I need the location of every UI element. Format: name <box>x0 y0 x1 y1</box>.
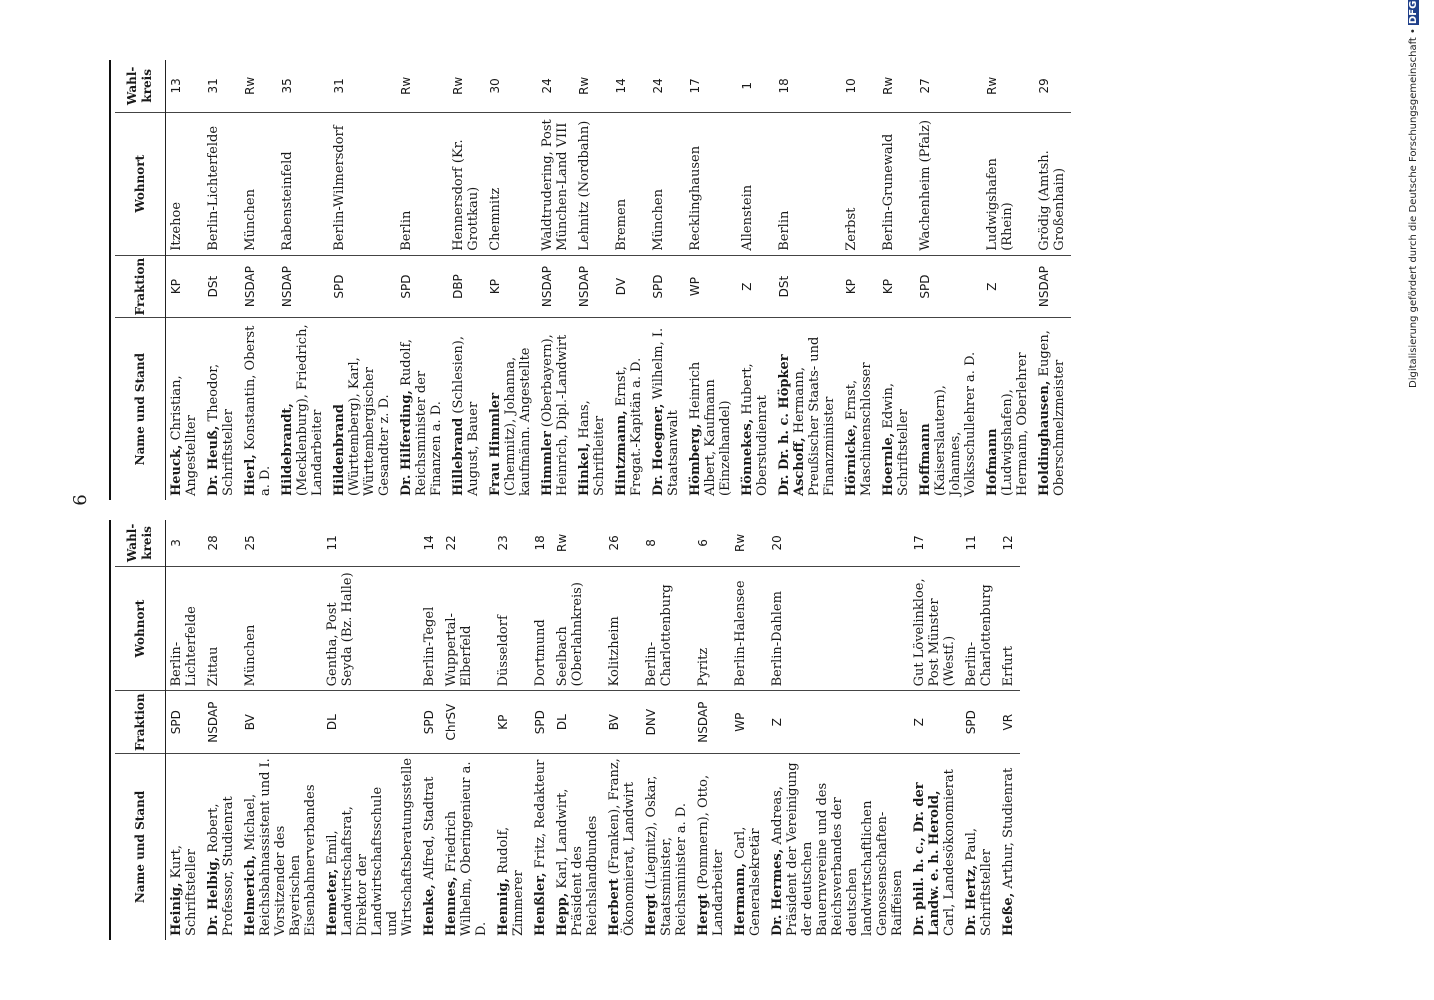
wahlkreis-cell: Rw <box>448 60 485 112</box>
member-surname: Helmerich, <box>243 854 258 936</box>
wahlkreis-cell: 17 <box>909 520 961 566</box>
member-surname: Heuck, <box>169 444 184 496</box>
member-surname: Hergt <box>644 893 659 936</box>
fraktion-cell: KP <box>841 255 878 318</box>
table-row <box>998 520 1020 940</box>
member-name-cell <box>203 318 240 500</box>
table-row <box>166 60 204 500</box>
wahlkreis-cell: 11 <box>961 520 998 566</box>
member-name-cell <box>998 753 1020 940</box>
member-name-cell <box>552 753 604 940</box>
member-name-cell <box>166 318 204 500</box>
wahlkreis-cell: Rw <box>240 60 277 112</box>
wahlkreis-cell: Rw <box>552 520 604 566</box>
wohnort-cell: Recklinghausen <box>685 112 737 255</box>
member-name-cell <box>841 318 878 500</box>
digitization-credit <box>1408 0 1430 388</box>
table-row <box>441 520 493 940</box>
member-surname: Hemeter, <box>325 868 340 936</box>
fraktion-cell: ChrSV <box>441 691 493 754</box>
table-row <box>611 60 648 500</box>
fraktion-cell: Z <box>737 255 774 318</box>
member-surname: Hennes, <box>444 876 459 936</box>
fraktion-cell: KP <box>493 691 530 754</box>
fraktion-cell: DSt <box>774 255 841 318</box>
member-surname: Dr. Helbig, <box>206 856 221 936</box>
header-name: Name und Stand <box>115 318 166 500</box>
member-surname: Hömberg, <box>688 423 703 496</box>
member-name-cell <box>485 318 537 500</box>
member-name-cell <box>915 318 982 500</box>
member-surname: Hierl, <box>243 454 258 496</box>
left-register-column <box>115 520 1020 940</box>
member-surname: Hildebrandt, <box>280 403 295 496</box>
member-details: Rudolf, Reichsminister der Finanzen a. D. <box>399 338 444 496</box>
fraktion-cell: SPD <box>166 691 204 754</box>
member-surname: Hildenbrand <box>332 404 347 496</box>
fraktion-cell: KP <box>166 255 204 318</box>
wahlkreis-cell: 6 <box>693 520 730 566</box>
table-row <box>448 60 485 500</box>
member-name-cell <box>322 753 419 940</box>
member-surname: Heße, <box>1001 892 1016 936</box>
member-name-cell <box>493 753 530 940</box>
table-row <box>841 60 878 500</box>
member-surname: Holdinghausen, <box>1037 380 1052 496</box>
header-wohnort: Wohnort <box>115 566 166 691</box>
header-row <box>115 60 166 500</box>
wahlkreis-cell: 31 <box>203 60 240 112</box>
table-row <box>915 60 982 500</box>
wohnort-cell: Allenstein <box>737 112 774 255</box>
member-name-cell <box>878 318 915 500</box>
fraktion-cell: SPD <box>396 255 448 318</box>
wohnort-cell: Rabensteinfeld <box>277 112 329 255</box>
member-surname: Dr. Hermes, <box>770 848 785 936</box>
wahlkreis-cell: Rw <box>396 60 448 112</box>
table-row <box>485 60 537 500</box>
wohnort-cell: München <box>240 566 322 691</box>
wohnort-cell: Wachenheim (Pfalz) <box>915 112 982 255</box>
fraktion-cell: NSDAP <box>240 255 277 318</box>
fraktion-cell: Z <box>767 691 909 754</box>
wohnort-cell: Waldtrudering, Post München-Land VIII <box>537 112 574 255</box>
table-row <box>693 520 730 940</box>
member-surname: Dr. Heuß, <box>206 425 221 496</box>
member-details: (Pommern), Otto, Landarbeiter <box>696 774 726 936</box>
header-wohnort: Wohnort <box>115 112 166 255</box>
wohnort-cell: Zerbst <box>841 112 878 255</box>
member-details: Christian, Angestellter <box>169 375 199 496</box>
wohnort-cell: Zittau <box>203 566 240 691</box>
wohnort-cell: München <box>240 112 277 255</box>
member-details: Carl, Generalsekretär <box>733 826 763 936</box>
right-register-table <box>115 60 1071 500</box>
wahlkreis-cell: 20 <box>767 520 909 566</box>
member-name-cell <box>774 318 841 500</box>
wohnort-cell: Berlin-Grunewald <box>878 112 915 255</box>
wohnort-cell: Gentha, Post Seyda (Bz. Halle) <box>322 566 419 691</box>
wohnort-cell: Berlin <box>396 112 448 255</box>
member-details: (Württemberg), Karl, Württembergischer Gesandter z. D. <box>347 357 392 496</box>
member-name-cell <box>396 318 448 500</box>
wahlkreis-cell: 22 <box>441 520 493 566</box>
member-surname: Henke, <box>422 884 437 936</box>
fraktion-cell: SPD <box>419 691 441 754</box>
member-surname: Hennig, <box>496 877 511 936</box>
member-details: (Liegnitz), Oskar, Staatsminister, Reichsminister a. D. <box>644 775 689 936</box>
member-name-cell <box>203 753 240 940</box>
member-details: Michael, Reichsbahnassistent und I. Vorsitzender des Bayerischen Eisenbahnerverbandes <box>243 758 318 936</box>
fraktion-cell: SPD <box>961 691 998 754</box>
member-name-cell <box>961 753 998 940</box>
member-surname: Hillebrand <box>451 417 466 496</box>
member-surname: Hoffmann <box>918 423 933 496</box>
fraktion-cell: DL <box>552 691 604 754</box>
member-surname: Dr. Dr. h. c. Höpker Aschoff, <box>777 354 807 496</box>
table-row <box>277 60 329 500</box>
table-row <box>774 60 841 500</box>
fraktion-cell: NSDAP <box>537 255 574 318</box>
wahlkreis-cell: 31 <box>329 60 396 112</box>
wahlkreis-cell: 11 <box>322 520 419 566</box>
table-row <box>730 520 767 940</box>
wahlkreis-cell: 27 <box>915 60 982 112</box>
member-details: Konstantin, Oberst a. D. <box>243 325 273 496</box>
fraktion-cell: DNV <box>641 691 693 754</box>
table-row <box>961 520 998 940</box>
member-surname: Frau Himmler <box>488 392 503 496</box>
wohnort-cell: Itzehoe <box>166 112 204 255</box>
fraktion-cell: NSDAP <box>277 255 329 318</box>
page-number: 6 <box>70 494 91 506</box>
member-details: Fritz, Redakteur <box>533 759 548 873</box>
member-surname: Dr. Hilferding, <box>399 390 414 496</box>
fraktion-cell: BV <box>604 691 641 754</box>
table-row <box>493 520 530 940</box>
table-row <box>685 60 737 500</box>
fraktion-cell: DV <box>611 255 648 318</box>
member-name-cell <box>574 318 611 500</box>
member-details: (Ludwigshafen), Hermann, Oberlehrer <box>1000 352 1030 496</box>
member-surname: Henßler, <box>533 872 548 936</box>
member-surname: Heinig, <box>169 882 184 936</box>
member-name-cell <box>982 318 1034 500</box>
wohnort-cell: Gut Lövelinkloe, Post Münster (Westf.) <box>909 566 961 691</box>
fraktion-cell: Z <box>909 691 961 754</box>
table-row <box>322 520 419 940</box>
member-name-cell <box>730 753 767 940</box>
table-row <box>767 520 909 940</box>
right-register-column <box>115 60 1071 500</box>
fraktion-cell: SPD <box>329 255 396 318</box>
table-row <box>574 60 611 500</box>
table-row <box>240 60 277 500</box>
table-row <box>641 520 693 940</box>
member-surname: Hofmann <box>985 428 1000 496</box>
wahlkreis-cell: 24 <box>537 60 574 112</box>
right-table-body <box>166 60 1072 500</box>
table-row <box>240 520 322 940</box>
table-row <box>552 520 604 940</box>
table-row <box>329 60 396 500</box>
member-name-cell <box>448 318 485 500</box>
member-details: (Mecklenburg), Friedrich, Landarbeiter <box>295 324 325 496</box>
member-name-cell <box>1034 318 1071 500</box>
wohnort-cell: Berlin-Lichterfelde <box>203 112 240 255</box>
member-surname: Hoernle, <box>881 432 896 496</box>
table-row <box>604 520 641 940</box>
member-surname: Hergt <box>696 893 711 936</box>
wahlkreis-cell: 13 <box>166 60 204 112</box>
member-details: Friedrich Wilhelm, Oberingenieur a. D. <box>444 761 489 936</box>
member-details: Arthur, Studienrat <box>1001 767 1016 893</box>
wohnort-cell: Grödig (Amtsh. Großenhain) <box>1034 112 1071 255</box>
member-name-cell <box>240 753 322 940</box>
wohnort-cell: Berlin-Tegel <box>419 566 441 691</box>
member-surname: Hinkel, <box>577 442 592 496</box>
dfg-logo: DFG <box>1408 0 1419 24</box>
member-surname: Hörnicke, <box>844 424 859 496</box>
wahlkreis-cell: 10 <box>841 60 878 112</box>
wahlkreis-cell: 3 <box>166 520 204 566</box>
member-details: Carl, Landesökonomierat <box>942 769 957 936</box>
member-name-cell <box>641 753 693 940</box>
member-details: Edwin, Schriftsteller <box>881 383 911 496</box>
fraktion-cell: DBP <box>448 255 485 318</box>
table-row <box>648 60 685 500</box>
member-details: Wilhelm, I. Staatsanwalt <box>651 327 681 496</box>
fraktion-cell: VR <box>998 691 1020 754</box>
member-details: Theodor, Schriftsteller <box>206 363 236 496</box>
wohnort-cell: Berlin <box>774 112 841 255</box>
member-name-cell <box>329 318 396 500</box>
wohnort-cell: Berlin-Charlottenburg <box>641 566 693 691</box>
member-details: Rudolf, Zimmerer <box>496 826 526 936</box>
wahlkreis-cell: 14 <box>419 520 441 566</box>
top-rule <box>109 520 111 940</box>
left-table-body <box>166 520 1021 940</box>
wahlkreis-cell: Rw <box>574 60 611 112</box>
wahlkreis-cell: Rw <box>730 520 767 566</box>
member-name-cell <box>240 318 277 500</box>
header-name: Name und Stand <box>115 753 166 940</box>
wahlkreis-cell: 17 <box>685 60 737 112</box>
member-details: Robert, Professor, Studienrat <box>206 796 236 936</box>
fraktion-cell: DSt <box>203 255 240 318</box>
wahlkreis-cell: 23 <box>493 520 530 566</box>
wohnort-cell: München <box>648 112 685 255</box>
member-surname: Herbert <box>607 878 622 936</box>
member-details: Ernst, Maschinenschlosser <box>844 362 874 496</box>
fraktion-cell: BV <box>240 691 322 754</box>
wahlkreis-cell: 12 <box>998 520 1020 566</box>
table-row <box>419 520 441 940</box>
wahlkreis-cell: 18 <box>530 520 552 566</box>
member-details: Alfred, Stadtrat <box>422 776 437 885</box>
member-name-cell <box>767 753 909 940</box>
member-details: Ernst, Fregat.-Kapitän a. D. <box>614 357 644 496</box>
table-row <box>909 520 961 940</box>
wohnort-cell: Berlin-Dahlem <box>767 566 909 691</box>
member-name-cell <box>737 318 774 500</box>
member-name-cell <box>611 318 648 500</box>
member-name-cell <box>530 753 552 940</box>
wahlkreis-cell: 25 <box>240 520 322 566</box>
fraktion-cell: NSDAP <box>203 691 240 754</box>
header-wahlkreis: Wahl-kreis <box>115 60 166 112</box>
member-name-cell <box>693 753 730 940</box>
member-name-cell <box>277 318 329 500</box>
credit-text: Digitalisierung gefördert durch die Deutsche Forschungsgemeinschaft • <box>1408 28 1419 388</box>
header-wahlkreis: Wahl-kreis <box>115 520 166 566</box>
member-surname: Himmler <box>540 431 555 496</box>
fraktion-cell: SPD <box>648 255 685 318</box>
wohnort-cell: Berlin-Lichterfelde <box>166 566 204 691</box>
wahlkreis-cell: 14 <box>611 60 648 112</box>
wahlkreis-cell: 26 <box>604 520 641 566</box>
member-details: Karl, Landwirt, Präsident des Reichslandbundes <box>555 788 600 936</box>
member-name-cell <box>909 753 961 940</box>
wahlkreis-cell: 24 <box>648 60 685 112</box>
fraktion-cell: Z <box>982 255 1034 318</box>
table-row <box>1034 60 1071 500</box>
fraktion-cell: SPD <box>530 691 552 754</box>
member-name-cell <box>537 318 574 500</box>
table-row <box>537 60 574 500</box>
fraktion-cell: WP <box>730 691 767 754</box>
member-name-cell <box>166 753 204 940</box>
member-name-cell <box>604 753 641 940</box>
wohnort-cell: Wuppertal-Elberfeld <box>441 566 493 691</box>
table-row <box>982 60 1034 500</box>
fraktion-cell: KP <box>878 255 915 318</box>
member-name-cell <box>648 318 685 500</box>
member-surname: Dr. Hertz, <box>964 864 979 936</box>
wohnort-cell: Bremen <box>611 112 648 255</box>
member-details: Hans, Schriftleiter <box>577 400 607 496</box>
member-details: Kurt, Schriftsteller <box>169 844 199 936</box>
member-name-cell <box>441 753 493 940</box>
fraktion-cell: NSDAP <box>1034 255 1071 318</box>
wahlkreis-cell: 35 <box>277 60 329 112</box>
member-details: Hubert, Oberstudienrat <box>740 363 770 496</box>
member-surname: Hermann, <box>733 862 748 936</box>
member-details: (Chemnitz), Johanna, kaufmänn. Angestellte <box>503 347 533 496</box>
member-surname: Hintzmann, <box>614 410 629 496</box>
fraktion-cell: WP <box>685 255 737 318</box>
wohnort-cell: Ludwigshafen (Rhein) <box>982 112 1034 255</box>
member-details: (Schlesien), August, Bauer <box>451 336 481 496</box>
member-details: Emil, Landwirtschaftsrat, Direktor der Landwirtschaftsschule und Wirtschaftsberatungsstelle <box>325 757 415 936</box>
fraktion-cell: DL <box>322 691 419 754</box>
wohnort-cell: Berlin-Wilmersdorf <box>329 112 396 255</box>
member-details: (Oberbayern), Heinrich, Dipl.-Landwirt <box>540 334 570 496</box>
wahlkreis-cell: 30 <box>485 60 537 112</box>
table-row <box>878 60 915 500</box>
wohnort-cell: Düsseldorf <box>493 566 530 691</box>
member-surname: Hönnekes, <box>740 418 755 496</box>
top-rule <box>109 60 111 500</box>
member-surname: Dr. phil. h. c., Dr. der Landw. e. h. Herold, <box>912 782 942 936</box>
fraktion-cell: SPD <box>915 255 982 318</box>
wohnort-cell: Erfurt <box>998 566 1020 691</box>
member-details: (Kaiserslautern), Johannes, Volksschullehrer a. D. <box>933 351 978 496</box>
wohnort-cell: Kolitzheim <box>604 566 641 691</box>
wahlkreis-cell: Rw <box>982 60 1034 112</box>
member-name-cell <box>685 318 737 500</box>
header-row <box>115 520 166 940</box>
fraktion-cell: NSDAP <box>574 255 611 318</box>
member-details: Hermann, Preußischer Staats- und Finanzminister <box>792 336 837 496</box>
fraktion-cell: NSDAP <box>693 691 730 754</box>
wohnort-cell: Dortmund <box>530 566 552 691</box>
wahlkreis-cell: 8 <box>641 520 693 566</box>
wahlkreis-cell: Rw <box>878 60 915 112</box>
member-details: Eugen, Oberschmelzmeister <box>1037 330 1067 496</box>
member-details: Andreas, Präsident der Vereinigung der deutschen Bauernvereine und des Reichsverbandes der deutschen landwirtschaftlichen Genossenschaften-Raiffeisen <box>770 762 905 936</box>
table-row <box>530 520 552 940</box>
wohnort-cell: Lehnitz (Nordbahn) <box>574 112 611 255</box>
wahlkreis-cell: 1 <box>737 60 774 112</box>
wahlkreis-cell: 18 <box>774 60 841 112</box>
table-row <box>203 520 240 940</box>
member-details: (Franken), Franz, Ökonomierat, Landwirt <box>607 758 637 936</box>
header-fraktion: Fraktion <box>115 691 166 754</box>
left-register-table <box>115 520 1020 940</box>
wohnort-cell: Seelbach (Oberlahnkreis) <box>552 566 604 691</box>
table-row <box>166 520 204 940</box>
table-row <box>737 60 774 500</box>
member-details: Paul, Schriftsteller <box>964 827 994 936</box>
wohnort-cell: Berlin-Charlottenburg <box>961 566 998 691</box>
member-details: Heinrich Albert, Kaufmann (Einzelhandel) <box>688 361 733 496</box>
wahlkreis-cell: 28 <box>203 520 240 566</box>
wohnort-cell: Chemnitz <box>485 112 537 255</box>
table-row <box>396 60 448 500</box>
member-surname: Hepp, <box>555 892 570 936</box>
member-surname: Dr. Hoegner, <box>651 403 666 496</box>
wohnort-cell: Pyritz <box>693 566 730 691</box>
wohnort-cell: Berlin-Halensee <box>730 566 767 691</box>
wohnort-cell: Hennersdorf (Kr. Grottkau) <box>448 112 485 255</box>
header-fraktion: Fraktion <box>115 255 166 318</box>
table-row <box>203 60 240 500</box>
fraktion-cell: KP <box>485 255 537 318</box>
wahlkreis-cell: 29 <box>1034 60 1071 112</box>
member-name-cell <box>419 753 441 940</box>
